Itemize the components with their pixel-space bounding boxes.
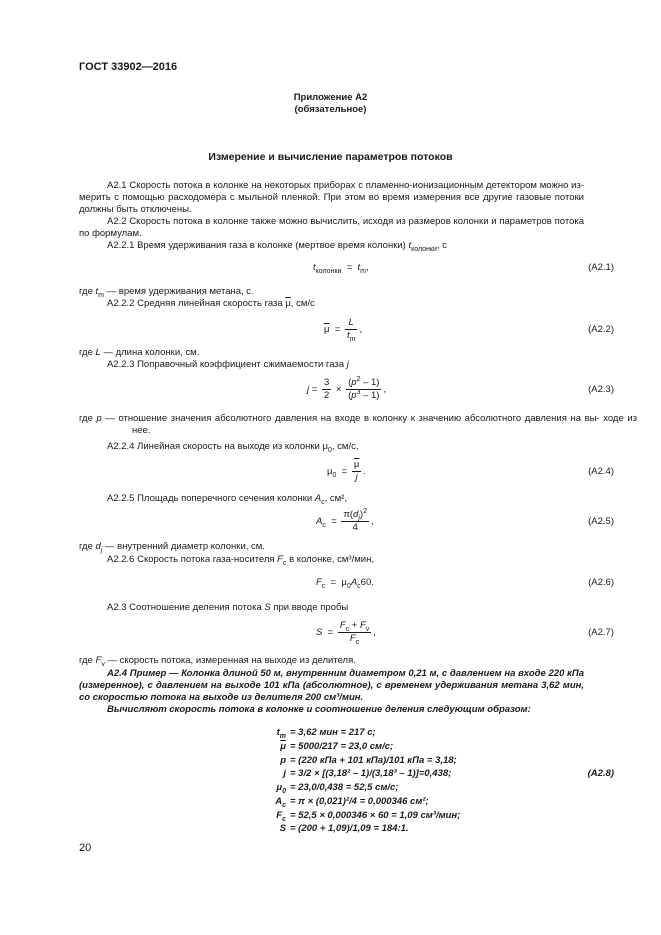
calc-symbol: $A_c$ — [275, 796, 286, 809]
paragraph-a23: А2.3 Соотношение деления потока S при вводе пробы — [107, 602, 349, 613]
appendix-status: (обязательное) — [294, 104, 367, 115]
calc-line: = 23,0/0,438 = 52,5 см/с; — [290, 782, 399, 793]
page-number: 20 — [79, 842, 92, 854]
document-header: ГОСТ 33902—2016 — [79, 61, 178, 73]
where-dj: где $d_j$ — внутренний диаметр колонки, см. — [79, 541, 265, 554]
calc-line: = 5000/217 = 23,0 см/с; — [290, 741, 394, 752]
equation-number: (А2.1) — [588, 262, 614, 273]
calc-line: = 3/2 × [(3,18² – 1)/(3,18³ – 1)]=0,438; — [290, 768, 452, 779]
equation-number: (А2.7) — [588, 627, 614, 638]
calc-symbol: j — [283, 768, 286, 779]
where-l: где L — длина колонки, см. — [79, 347, 200, 358]
where-p: где p — отношение значения абсолютного давления на входе в колонку к значению абсолютного давления на вы- ходе из нее. — [79, 413, 637, 436]
calc-line: = 52,5 × 0,000346 × 60 = 1,09 см³/мин; — [290, 810, 461, 821]
section-title: Измерение и вычисление параметров потоков — [208, 151, 453, 163]
equation-number: (А2.5) — [588, 516, 614, 527]
paragraph-a224: А2.2.4 Линейная скорость на выходе из колонки $\mu_0$, см/с, — [107, 441, 359, 454]
formula-a21: $t_{колонки} = t_m$, — [313, 262, 369, 275]
calc-symbol: $F_c$ — [276, 810, 286, 823]
calc-symbol: $\overline{\mu}$ — [280, 741, 286, 752]
paragraph-a24-calc: Вычисляют скорость потока в колонке и соотношение деления следующим образом: — [107, 704, 531, 715]
formula-a26: $F_c = \mu_0A_c60$. — [316, 577, 374, 590]
paragraph-a222: А2.2.2 Средняя линейная скорость газа $\overline{\mu}$, см/с — [107, 298, 315, 309]
formula-a27: S = $\frac{F_c + F_v}{F_c}$ , — [316, 620, 376, 646]
calc-line: = π × (0,021)²/4 = 0,000346 см²; — [290, 796, 429, 807]
paragraph-a226: А2.2.6 Скорость потока газа-носителя $F_c$ в колонке, см³/мин, — [107, 554, 374, 567]
calc-line: = (200 + 1,09)/1,09 = 184:1. — [290, 823, 409, 834]
paragraph-a221: А2.2.1 Время удерживания газа в колонке (мертвое время колонки) $t_{колонки}$, с — [107, 240, 447, 253]
calc-symbol: $t_m$ — [276, 727, 286, 740]
equation-number: (А2.8) — [587, 768, 614, 779]
formula-a25: $A_c$ = $\frac{\pi(d_j)^2}{4}$ , — [316, 507, 374, 533]
where-tm: где $t_m$ — время удерживания метана, с. — [79, 286, 254, 299]
calc-symbol: $\mu_0$ — [276, 782, 286, 795]
appendix-title: Приложение А2 — [293, 92, 368, 103]
equation-number: (А2.4) — [588, 466, 614, 477]
paragraph-a225: А2.2.5 Площадь поперечного сечения колонки $A_c$, см², — [107, 493, 347, 506]
formula-a23: j = $\frac{3}{2}$ × $\frac{(p^2 - 1)}{(p^3 - 1)}$ , — [307, 375, 387, 401]
formula-a24: $\mu_0$ = $\frac{\overline{\mu}}{j}$ . — [327, 459, 366, 483]
equation-number: (А2.2) — [588, 324, 614, 335]
paragraph-a21: А2.1 Скорость потока в колонке на некоторых приборах с пламенно-ионизационным детектором можно из- мерить с помощью расходомера с мыльной пленкой. При этом во время измерения все другие газовые потоки должны быть отключены. — [79, 180, 584, 215]
calc-symbol: p — [280, 755, 286, 766]
paragraph-a223: А2.2.3 Поправочный коэффициент сжимаемости газа j — [107, 359, 349, 370]
calc-symbol: S — [279, 823, 286, 834]
equation-number: (А2.3) — [588, 384, 614, 395]
calc-line: = (220 кПа + 101 кПа)/101 кПа = 3,18; — [290, 755, 457, 766]
calc-line: = 3,62 мин = 217 с; — [290, 727, 376, 738]
equation-number: (А2.6) — [588, 577, 614, 588]
formula-a22: $\overline{\mu}$ = $\frac{L}{t_m}$ , — [324, 317, 363, 343]
paragraph-a24-example: А2.4 Пример — Колонка длиной 50 м, внутренним диаметром 0,21 м, с давлением на входе 220 кПа (измеренное), с давлением на выходе 101 кПа (абсолютное), с временем удерживания метана 3,62 мин, со скоростью потока на выходе из делителя 200 см³/мин. — [79, 668, 584, 703]
paragraph-a22: А2.2 Скорость потока в колонке также можно вычислить, исходя из размеров колонки и параметров потока по формулам. — [79, 216, 584, 239]
where-fv: где $F_v$ — скорость потока, измеренная на выходе из делителя. — [79, 655, 356, 668]
